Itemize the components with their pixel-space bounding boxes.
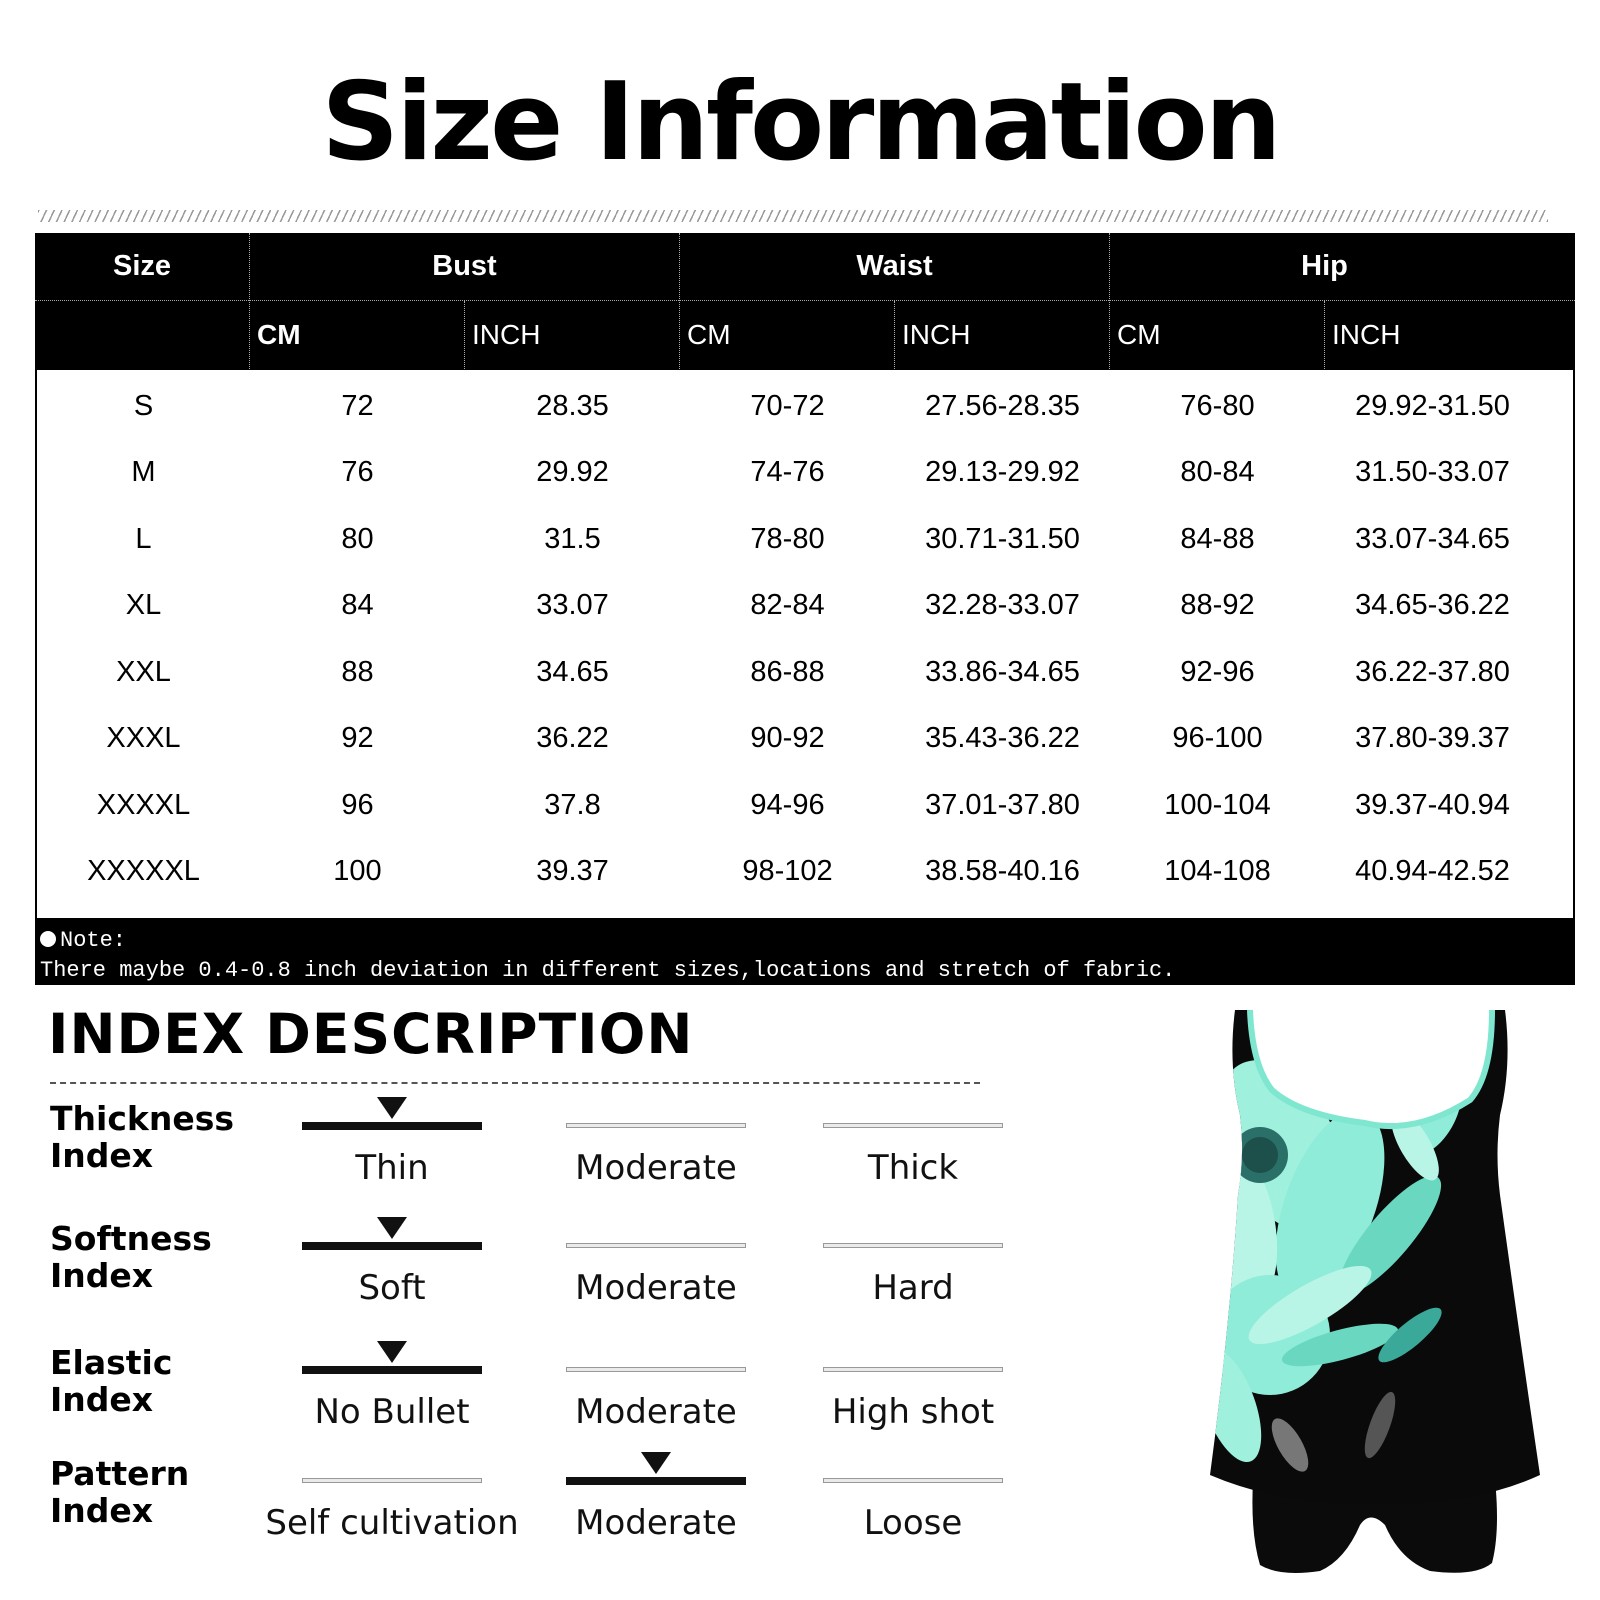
cell-waist-cm: 98-102 <box>742 855 833 887</box>
note-bullet-icon <box>40 931 56 947</box>
cell-hip-inch: 34.65-36.22 <box>1355 589 1510 621</box>
cell-hip-inch: 39.37-40.94 <box>1355 788 1510 821</box>
header-size: Size <box>112 250 172 282</box>
cell-bust-cm: 80 <box>341 522 374 555</box>
index-option-label: Moderate <box>575 1148 737 1188</box>
index-label <box>50 1344 172 1418</box>
cell-bust-inch: 33.07 <box>536 589 609 621</box>
cell-waist-inch: 33.86-34.65 <box>925 655 1080 688</box>
cell-waist-inch: 30.71-31.50 <box>925 522 1080 555</box>
header-hip: Hip <box>1301 250 1348 282</box>
cell-bust-cm: 92 <box>341 722 374 754</box>
header-waist: Waist <box>856 250 933 282</box>
index-label <box>50 1455 189 1529</box>
size-table <box>35 233 1575 985</box>
index-description-title: INDEX DESCRIPTION <box>48 1002 694 1066</box>
cell-size: M <box>131 456 156 488</box>
note-text: There maybe 0.4-0.8 inch deviation in different sizes,locations and stretch of fabric. <box>40 958 1176 983</box>
cell-waist-inch: 37.01-37.80 <box>925 788 1080 821</box>
cell-waist-cm: 78-80 <box>750 522 825 555</box>
cell-hip-cm: 88-92 <box>1180 589 1255 621</box>
cell-size: S <box>133 389 154 422</box>
table-row <box>37 439 1573 507</box>
table-row <box>37 572 1573 640</box>
selection-marker-icon <box>641 1452 671 1474</box>
cell-waist-inch: 32.28-33.07 <box>925 589 1080 621</box>
index-label-line1: Pattern <box>50 1454 190 1493</box>
cell-waist-inch: 27.56-28.35 <box>925 389 1080 422</box>
index-bar <box>823 1478 1003 1483</box>
cell-waist-cm: 90-92 <box>750 722 825 754</box>
index-option-label: Soft <box>358 1268 426 1308</box>
unit-hip-cm: CM <box>1117 318 1161 350</box>
unit-bust-cm: CM <box>257 318 301 350</box>
cell-bust-inch: 31.5 <box>544 522 601 555</box>
table-row <box>37 638 1573 706</box>
cell-bust-inch: 37.8 <box>544 788 601 821</box>
cell-waist-cm: 94-96 <box>750 788 825 821</box>
index-option-label: Self cultivation <box>265 1503 519 1543</box>
cell-hip-inch: 40.94-42.52 <box>1355 855 1510 887</box>
cell-hip-cm: 76-80 <box>1180 389 1255 422</box>
cell-waist-cm: 74-76 <box>750 456 825 488</box>
cell-waist-cm: 70-72 <box>750 389 825 422</box>
unit-header-row <box>35 301 1575 368</box>
index-label-line2: Index <box>50 1136 154 1175</box>
cell-bust-cm: 96 <box>341 788 374 821</box>
index-label-line1: Elastic <box>50 1343 173 1382</box>
index-bar <box>566 1243 746 1248</box>
selection-marker-icon <box>377 1341 407 1363</box>
cell-size: XXXXL <box>96 788 191 821</box>
cell-waist-cm: 82-84 <box>750 589 825 621</box>
cell-size: XL <box>125 589 162 621</box>
cell-hip-inch: 36.22-37.80 <box>1355 655 1510 688</box>
page-title: Size Information <box>321 60 1279 185</box>
unit-waist-cm: CM <box>687 318 731 350</box>
index-bar-selected <box>566 1477 746 1485</box>
cell-bust-cm: 72 <box>341 389 374 422</box>
cell-hip-cm: 96-100 <box>1172 722 1263 754</box>
index-bar <box>823 1367 1003 1372</box>
index-option-label: Moderate <box>575 1392 737 1432</box>
index-label-line2: Index <box>50 1491 154 1530</box>
cell-bust-cm: 88 <box>341 655 374 688</box>
header-bust: Bust <box>432 250 497 282</box>
cell-hip-cm: 92-96 <box>1180 655 1255 688</box>
swimsuit-product-image <box>1200 1005 1560 1590</box>
cell-size: L <box>135 522 152 555</box>
table-row <box>37 505 1573 573</box>
index-bar <box>823 1243 1003 1248</box>
size-table-body <box>37 370 1573 918</box>
index-bar-selected <box>302 1122 482 1130</box>
index-option-label: Hard <box>872 1268 954 1308</box>
index-option-label: High shot <box>831 1392 995 1432</box>
size-note <box>40 926 1570 986</box>
index-bar <box>823 1123 1003 1128</box>
index-label-line1: Softness <box>50 1219 212 1258</box>
cell-waist-cm: 86-88 <box>750 655 825 688</box>
cell-hip-cm: 104-108 <box>1164 855 1271 887</box>
unit-hip-inch: INCH <box>1332 318 1401 350</box>
cell-hip-inch: 37.80-39.37 <box>1355 722 1510 754</box>
index-bar <box>566 1123 746 1128</box>
selection-marker-icon <box>377 1097 407 1119</box>
cell-hip-inch: 29.92-31.50 <box>1355 389 1510 422</box>
cell-bust-cm: 84 <box>341 589 374 621</box>
index-option-label: Moderate <box>575 1268 737 1308</box>
cell-bust-inch: 28.35 <box>536 389 609 422</box>
table-row <box>37 771 1573 839</box>
cell-bust-inch: 34.65 <box>536 655 609 688</box>
cell-bust-cm: 76 <box>341 456 374 488</box>
cell-hip-inch: 33.07-34.65 <box>1355 522 1510 555</box>
note-label: Note: <box>60 928 127 953</box>
index-option-label: No Bullet <box>314 1392 470 1432</box>
table-row <box>37 705 1573 773</box>
selection-marker-icon <box>377 1217 407 1239</box>
cell-waist-inch: 35.43-36.22 <box>925 722 1080 754</box>
index-bar <box>566 1367 746 1372</box>
unit-bust-inch: INCH <box>472 318 541 350</box>
cell-hip-cm: 100-104 <box>1164 788 1271 821</box>
cell-size: XXXL <box>106 722 181 754</box>
cell-hip-cm: 84-88 <box>1180 522 1255 555</box>
cell-hip-inch: 31.50-33.07 <box>1355 456 1510 488</box>
index-label <box>50 1220 212 1294</box>
index-option-label: Thin <box>355 1148 429 1188</box>
cell-bust-inch: 39.37 <box>536 855 609 887</box>
index-option-label: Moderate <box>575 1503 737 1543</box>
cell-bust-inch: 36.22 <box>536 722 609 754</box>
table-row <box>37 838 1573 906</box>
cell-bust-inch: 29.92 <box>536 456 609 488</box>
index-label-line2: Index <box>50 1380 154 1419</box>
cell-waist-inch: 29.13-29.92 <box>925 456 1080 488</box>
index-option-label: Loose <box>863 1503 963 1543</box>
table-row <box>37 372 1573 440</box>
cell-size: XXL <box>116 655 171 688</box>
index-bar <box>302 1478 482 1483</box>
index-dashed-divider <box>50 1082 980 1084</box>
index-label-line1: Thickness <box>50 1099 234 1138</box>
index-option-label: Thick <box>867 1148 959 1188</box>
decorative-hatch-divider <box>38 210 1548 222</box>
group-header-row <box>35 233 1575 300</box>
cell-size: XXXXXL <box>87 855 200 887</box>
index-label <box>50 1100 234 1174</box>
cell-waist-inch: 38.58-40.16 <box>925 855 1080 887</box>
cell-hip-cm: 80-84 <box>1180 456 1255 488</box>
index-bar-selected <box>302 1366 482 1374</box>
unit-waist-inch: INCH <box>902 318 971 350</box>
index-bar-selected <box>302 1242 482 1250</box>
index-label-line2: Index <box>50 1256 154 1295</box>
cell-bust-cm: 100 <box>333 855 382 887</box>
